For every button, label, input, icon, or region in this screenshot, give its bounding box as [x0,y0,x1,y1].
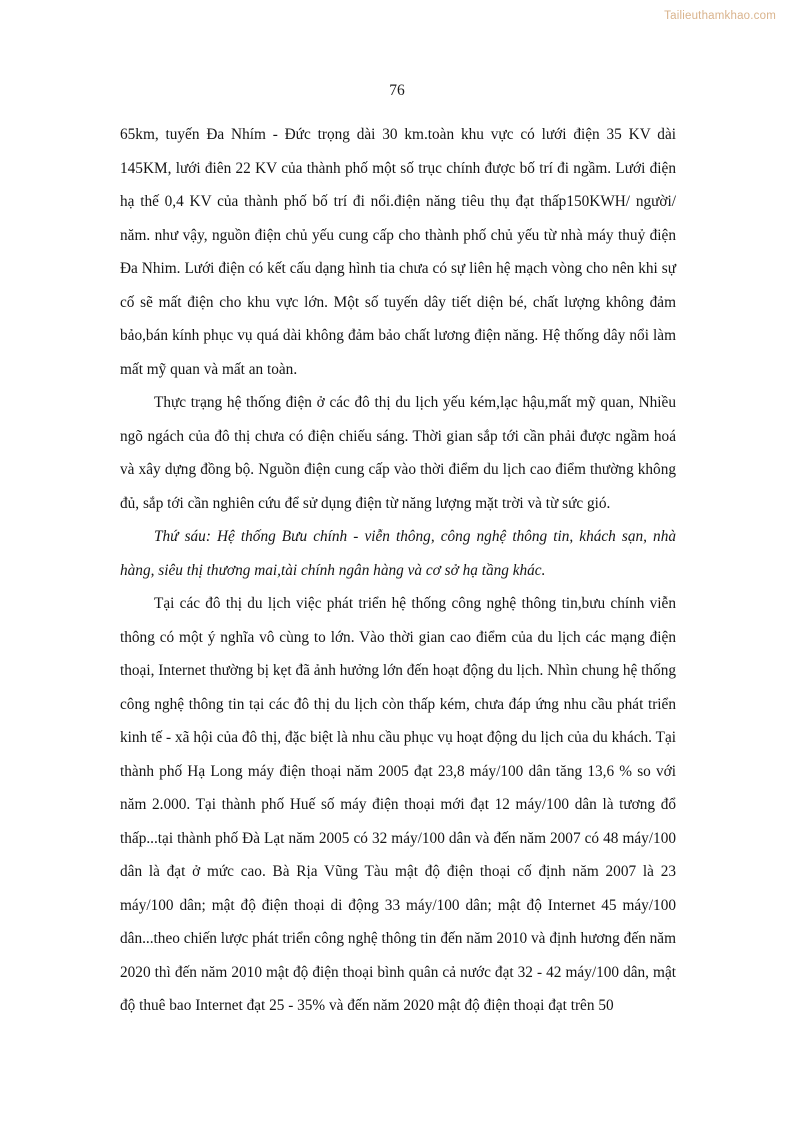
page-number: 76 [389,82,405,99]
body-paragraph: Tại các đô thị du lịch việc phát triển hệ thống công nghệ thông tin,bưu chính viễn thông có một ý nghĩa vô cùng to lớn. Vào thời gian cao điểm của du lịch các mạng điện thoại, Internet thường bị kẹt đã ảnh hưởng lớn đến hoạt động du lịch. Nhìn chung hệ thống công nghệ thông tin tại các đô thị du lịch còn thấp kém, chưa đáp ứng nhu cầu phát triển kinh tế - xã hội của đô thị, đặc biệt là nhu cầu phục vụ hoạt động du lịch của du khách. Tại thành phố Hạ Long máy điện thoại năm 2005 đạt 23,8 máy/100 dân tăng 13,6 % so với năm 2.000. Tại thành phố Huế số máy điện thoại mới đạt 12 máy/100 dân là tương đổ thấp...tại thành phố Đà Lạt năm 2005 có 32 máy/100 dân và đến năm 2007 có 48 máy/100 dân là đạt ở mức cao. Bà Rịa Vũng Tàu mật độ điện thoại cố định năm 2007 là 23 máy/100 dân; mật độ điện thoại di động 33 máy/100 dân; mật độ Internet 45 máy/100 dân...theo chiến lược phát triển công nghệ thông tin đến năm 2010 và định hương đến năm 2020 thì đến năm 2010 mật độ điện thoại bình quân cả nước đạt 32 - 42 máy/100 dân, mật độ thuê bao Internet đạt 25 - 35% và đến năm 2020 mật độ điện thoại đạt trên 50 [120,595,676,1014]
body-paragraph: Thực trạng hệ thống điện ở các đô thị du lịch yếu kém,lạc hậu,mất mỹ quan, Nhiều ngõ ngách của đô thị chưa có điện chiếu sáng. Thời gian sắp tới cần phải được ngầm hoá và xây dựng đồng bộ. Nguồn điện cung cấp vào thời điểm du lịch cao điểm thường không đủ, sắp tới cần nghiên cứu để sử dụng điện từ năng lượng mặt trời và từ sức gió. [120,394,676,512]
body-paragraph: 65km, tuyến Đa Nhím - Đức trọng dài 30 km.toàn khu vực có lưới điện 35 KV dài 145KM, lưới điên 22 KV của thành phố một số trục chính được bố trí đi ngầm. Lưới điện hạ thế 0,4 KV của thành phố bố trí đi nổi.điện năng tiêu thụ đạt thấp150KWH/ người/ năm. như vậy, nguồn điện chủ yếu cung cấp cho thành phố chủ yếu từ nhà máy thuỷ điện Đa Nhim. Lưới điện có kết cấu dạng hình tia chưa có sự liên hệ mạch vòng cho nên khi sự cố sẽ mất điện cho khu vực lớn. Một số tuyến dây tiết diện bé, chất lượng không đảm bảo,bán kính phục vụ quá dài không đảm bảo chất lương điện năng. Hệ thống dây nổi làm mất mỹ quan và mất an toàn. [120,126,676,378]
watermark-text: Tailieuthamkhao.com [664,10,776,22]
page-body [120,118,676,1023]
body-paragraph-heading: Thứ sáu: Hệ thống Bưu chính - viễn thông, công nghệ thông tin, khách sạn, nhà hàng, siêu thị thương mai,tài chính ngân hàng và cơ sở hạ tầng khác. [120,528,676,579]
